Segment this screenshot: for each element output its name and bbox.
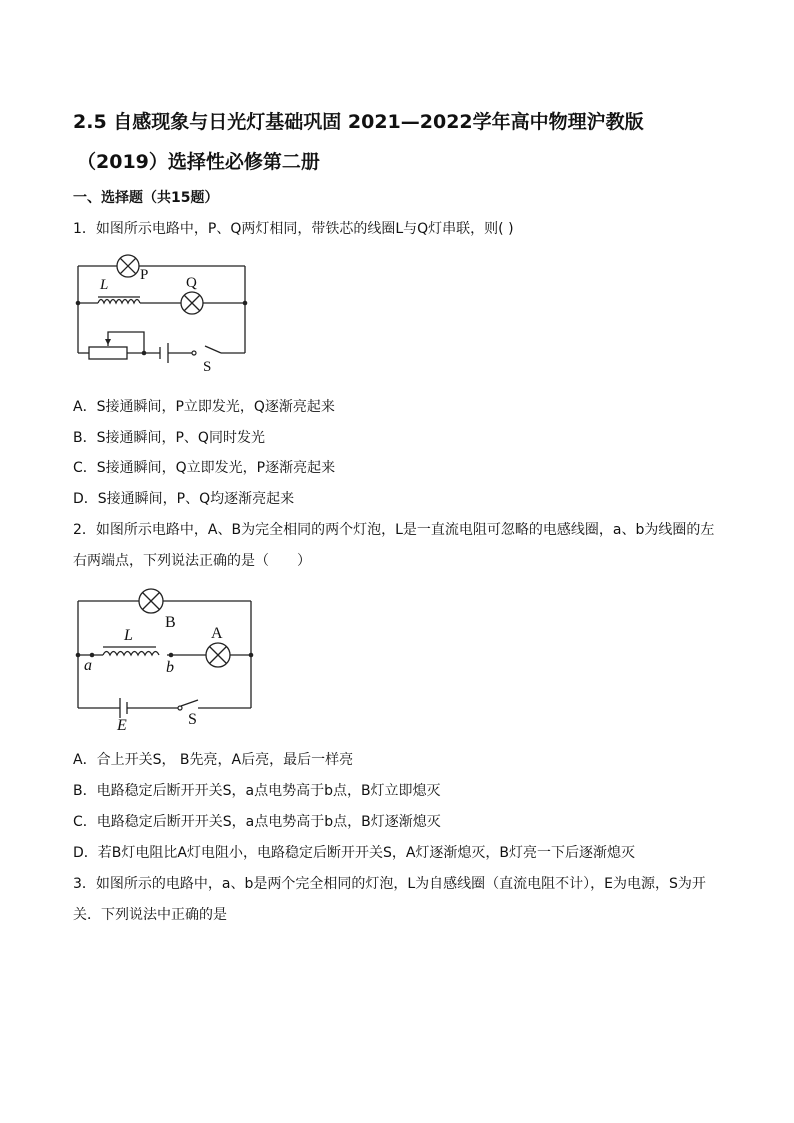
question-2-stem-line-1: 2．如图所示电路中，A、B为完全相同的两个灯泡，L是一直流电阻可忽略的电感线圈，a、b为线圈的左 [73, 522, 715, 538]
label-e: E [117, 717, 127, 734]
label-a-lamp: A [211, 625, 223, 642]
label-b: B [165, 614, 176, 631]
question-2-stem-line-2: 右两端点，下列说法正确的是（ ） [73, 553, 311, 569]
question-3-stem-line-1: 3．如图所示的电路中，a、b是两个完全相同的灯泡，L为自感线圈（直流电阻不计），E为电源，S为开 [73, 876, 706, 892]
question-1-circuit-diagram [70, 250, 260, 375]
label-q: Q [186, 275, 197, 291]
document-title-line-1: 2.5 自感现象与日光灯基础巩固 2021—2022学年高中物理沪教版 [73, 111, 644, 133]
question-1-option-c: C．S接通瞬间，Q立即发光，P逐渐亮起来 [73, 460, 336, 476]
document-title-line-2: （2019）选择性必修第二册 [77, 151, 320, 173]
question-2-circuit-diagram [70, 585, 260, 735]
section-heading: 一、选择题（共15题） [73, 190, 219, 206]
question-1-stem: 1．如图所示电路中，P、Q两灯相同，带铁芯的线圈L与Q灯串联，则( ) [73, 221, 514, 237]
question-1-option-b: B．S接通瞬间，P、Q同时发光 [73, 430, 265, 446]
question-2-option-c: C．电路稳定后断开开关S，a点电势高于b点，B灯逐渐熄灭 [73, 814, 441, 830]
label-s: S [188, 711, 197, 728]
label-p: P [140, 267, 149, 283]
question-2-option-d: D．若B灯电阻比A灯电阻小，电路稳定后断开开关S，A灯逐渐熄灭，B灯亮一下后逐渐熄灭 [73, 845, 636, 861]
label-b-point: b [166, 659, 174, 676]
question-1-option-d: D．S接通瞬间，P、Q均逐渐亮起来 [73, 491, 295, 507]
label-l: L [124, 627, 133, 644]
label-s: S [203, 359, 212, 375]
label-a-point: a [84, 657, 92, 674]
question-1-option-a: A．S接通瞬间，P立即发光，Q逐渐亮起来 [73, 399, 335, 415]
question-2-option-a: A．合上开关S， B先亮，A后亮，最后一样亮 [73, 752, 354, 768]
label-l: L [100, 277, 109, 293]
question-3-stem-line-2: 关．下列说法中正确的是 [73, 907, 227, 923]
question-2-option-b: B．电路稳定后断开开关S，a点电势高于b点，B灯立即熄灭 [73, 783, 441, 799]
